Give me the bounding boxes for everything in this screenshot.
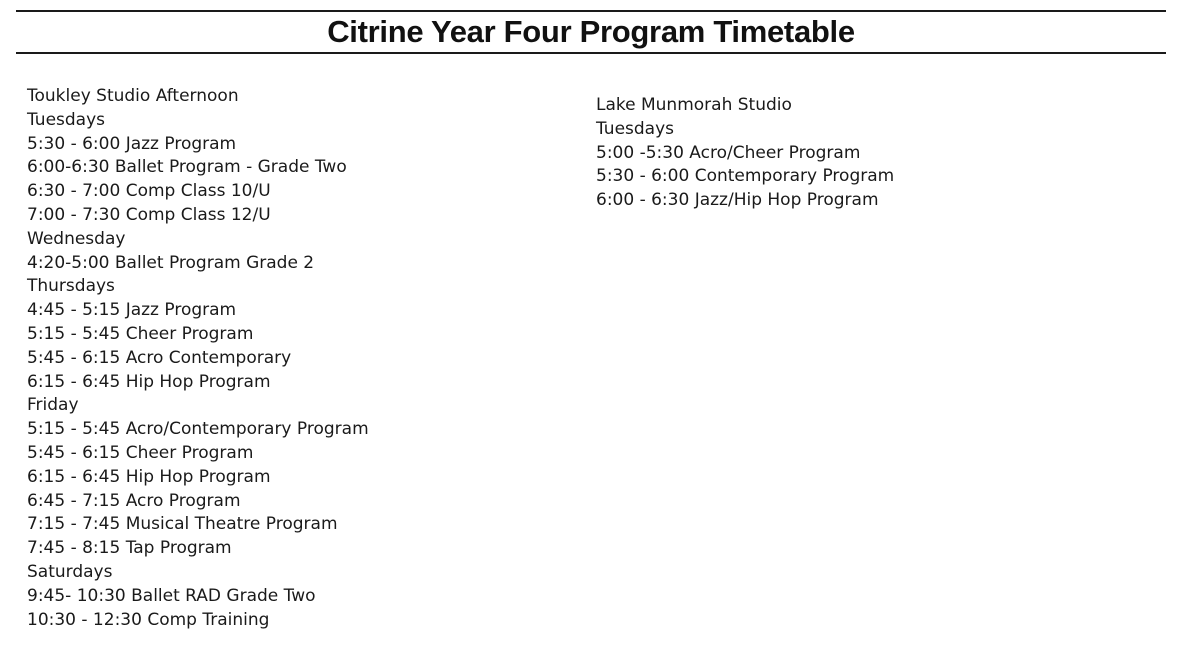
class-entry: 6:30 - 7:00 Comp Class 10/U <box>27 181 271 202</box>
class-entry: 10:30 - 12:30 Comp Training <box>27 609 270 630</box>
class-entry: 9:45- 10:30 Ballet RAD Grade Two <box>27 585 316 606</box>
class-entry: 6:15 - 6:45 Hip Hop Program <box>27 466 271 487</box>
page-title: Citrine Year Four Program Timetable <box>327 14 855 49</box>
class-entry: 5:15 - 5:45 Cheer Program <box>27 323 254 344</box>
class-entry: 7:00 - 7:30 Comp Class 12/U <box>27 204 271 225</box>
class-entry: 4:20-5:00 Ballet Program Grade 2 <box>27 252 315 273</box>
lake-munmorah-studio-schedule <box>596 94 894 213</box>
class-entry: 6:00-6:30 Ballet Program - Grade Two <box>27 157 347 178</box>
day-heading: Tuesdays <box>596 118 675 139</box>
class-entry: 5:45 - 6:15 Acro Contemporary <box>27 347 292 368</box>
class-entry: 6:45 - 7:15 Acro Program <box>27 490 241 511</box>
day-heading: Tuesdays <box>27 109 106 130</box>
title-bottom-rule <box>16 52 1166 54</box>
studio-heading: Toukley Studio Afternoon <box>27 86 239 106</box>
class-entry: 6:00 - 6:30 Jazz/Hip Hop Program <box>596 190 879 211</box>
class-entry: 5:15 - 5:45 Acro/Contemporary Program <box>27 419 369 440</box>
toukley-studio-schedule <box>27 85 369 632</box>
class-entry: 5:30 - 6:00 Jazz Program <box>27 133 237 154</box>
class-entry: 6:15 - 6:45 Hip Hop Program <box>27 371 271 392</box>
day-heading: Thursdays <box>27 276 115 297</box>
class-entry: 7:45 - 8:15 Tap Program <box>27 538 232 559</box>
day-heading: Saturdays <box>27 561 113 582</box>
day-heading: Wednesday <box>27 228 126 249</box>
class-entry: 5:45 - 6:15 Cheer Program <box>27 442 254 463</box>
class-entry: 4:45 - 5:15 Jazz Program <box>27 300 237 321</box>
class-entry: 5:30 - 6:00 Contemporary Program <box>596 166 895 187</box>
class-entry: 7:15 - 7:45 Musical Theatre Program <box>27 514 338 535</box>
class-entry: 5:00 -5:30 Acro/Cheer Program <box>596 142 861 163</box>
day-heading: Friday <box>27 395 79 416</box>
studio-heading: Lake Munmorah Studio <box>596 95 792 115</box>
